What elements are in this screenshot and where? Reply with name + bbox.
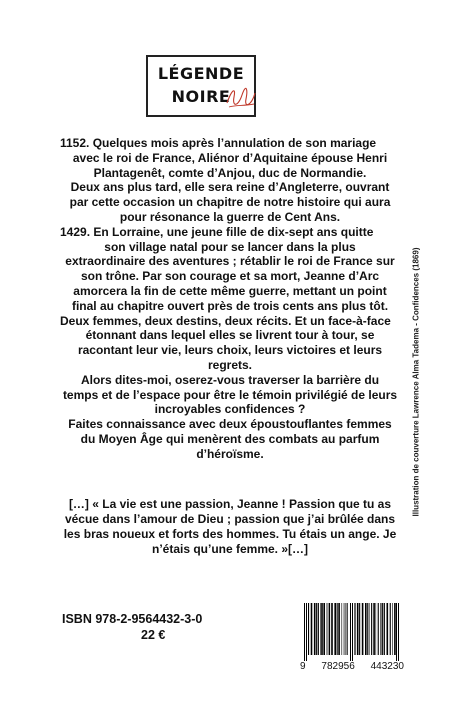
blurb-line: temps et de l’espace pour être le témoin privilégié de leurs (62, 387, 398, 402)
blurb-line: final au chapitre ouvert près de trois cents ans plus tôt. (71, 298, 389, 313)
quote-line: vécue dans l’amour de Dieu ; passion que j’ai brûlée dans (64, 512, 396, 526)
blurb-line: par cette occasion un chapitre de notre histoire qui aura (69, 195, 391, 210)
publisher-logo (146, 55, 256, 117)
blurb-line: son trône. Par son courage et sa mort, Jeanne d’Arc (80, 269, 380, 284)
blurb-line: 1429. En Lorraine, une jeune fille de dix-sept ans quitte (60, 224, 374, 239)
quote-line: les bras noueux et forts des hommes. Tu étais un ange. Je (63, 527, 397, 541)
barcode-digit-group: 443230 (370, 661, 404, 672)
book-quote (60, 497, 400, 557)
barcode-digit-group: 9 (300, 661, 306, 672)
blurb-line: amorcera la fin de cette même guerre, mettant un point (73, 283, 387, 298)
blurb-line: 1152. Quelques mois après l’annulation de son mariage (60, 136, 377, 150)
quote-line: n’étais qu’une femme. »[…] (151, 542, 309, 556)
blurb-line: son village natal pour se lancer dans la plus (104, 239, 356, 254)
blurb-line: Deux femmes, deux destins, deux récits. Et un face-à-face (60, 313, 391, 328)
blurb-line: regrets. (207, 357, 253, 372)
blurb-line: extraordinaire des aventures ; rétablir le roi de France sur (65, 254, 395, 269)
blurb-line: étonnant dans lequel elles se livrent tour à tour, se (85, 328, 375, 343)
back-cover-blurb (60, 136, 400, 462)
isbn-number: ISBN 978-2-9564432-3-0 (62, 612, 203, 626)
logo-title-line1: LÉGENDE (157, 64, 245, 83)
ean-barcode (300, 603, 404, 661)
logo-title-line2: NOIRE (171, 87, 231, 106)
barcode-digit-group: 782956 (321, 661, 355, 672)
blurb-line: d’héroïsme. (196, 446, 264, 461)
blurb-line: incroyables confidences ? (154, 402, 306, 417)
cover-illustration-credit: Illustration de couverture Lawrence Alma Tadema - Confidences (1869) (411, 247, 421, 517)
blurb-line: Alors dites-moi, oserez-vous traverser la barrière du (80, 372, 380, 387)
blurb-line: racontant leur vie, leurs choix, leurs victoires et leurs (77, 343, 383, 358)
blurb-line: du Moyen Âge qui menèrent des combats au parfum (80, 431, 380, 446)
blurb-line: Deux ans plus tard, elle sera reine d’Angleterre, ouvrant (70, 180, 390, 195)
barcode-digits (300, 661, 404, 672)
blurb-line: avec le roi de France, Aliénor d’Aquitaine épouse Henri (72, 150, 388, 165)
blurb-line: Plantagenêt, comte d’Anjou, duc de Normandie. (93, 165, 367, 180)
quote-line: […] « La vie est une passion, Jeanne ! Passion que tu as (68, 497, 392, 511)
signature-mark-icon (224, 83, 258, 111)
blurb-line: pour résonance la guerre de Cent Ans. (119, 209, 341, 224)
book-price: 22 € (141, 628, 166, 642)
blurb-line: Faites connaissance avec deux époustouflantes femmes (68, 417, 392, 432)
